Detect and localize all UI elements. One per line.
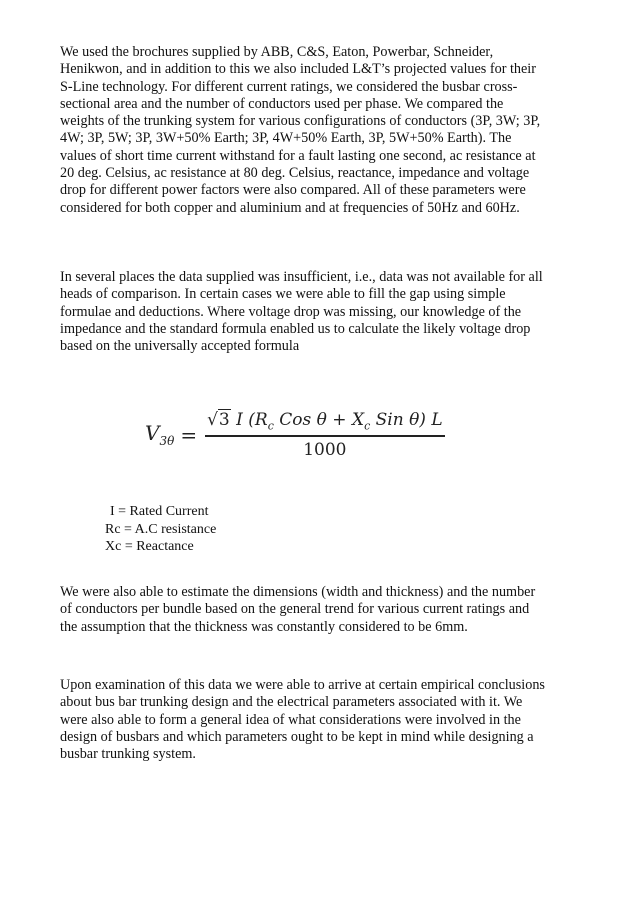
formula-denominator: 1000	[303, 439, 347, 460]
text-line: considered for both copper and aluminium and at frequencies of 50Hz and 60Hz.	[60, 199, 520, 216]
text-line: formulae and deductions. Where voltage drop was missing, our knowledge of the	[60, 303, 522, 320]
text-line: impedance and the standard formula enabled us to calculate the likely voltage drop	[60, 320, 531, 337]
text-line: drop for different power factors were also compared. All of these parameters were	[60, 182, 526, 199]
text-line: sectional area and the number of conductors used per phase. We compared the	[60, 95, 504, 112]
definition-ac-resistance: Rc = A.C resistance	[105, 521, 217, 537]
text-line: about bus bar trunking design and the electrical parameters associated with it. We	[60, 694, 523, 711]
text-line: were also able to form a general idea of what considerations were involved in the	[60, 711, 521, 728]
voltage-drop-formula	[145, 410, 445, 460]
text-line: the assumption that the thickness was constantly considered to be 6mm.	[60, 618, 468, 635]
text-line: Upon examination of this data we were able to arrive at certain empirical conclusions	[60, 677, 545, 693]
formula-lhs: $V_{3\theta}$	[145, 421, 175, 449]
text-line: values of short time current withstand for a fault lasting one second, ac resistance at	[60, 147, 536, 164]
paragraph-conclusions	[60, 677, 545, 763]
text-line: S-Line technology. For different current ratings, we considered the busbar cross-	[60, 78, 518, 95]
text-line: busbar trunking system.	[60, 746, 196, 763]
formula-definitions	[105, 503, 216, 556]
text-line: Henikwon, and in addition to this we also included L&T’s projected values for their	[60, 61, 536, 78]
text-line: In several places the data supplied was insufficient, i.e., data was not available for all	[60, 269, 543, 285]
formula-equals: =	[180, 422, 198, 447]
formula-fraction	[205, 410, 445, 460]
text-line: heads of comparison. In certain cases we were able to fill the gap using simple	[60, 286, 506, 303]
text-line: weights of the trunking system for various configurations of conductors (3P, 3W; 3P,	[60, 113, 541, 130]
paragraph-insufficient-data	[60, 269, 543, 355]
text-line: We were also able to estimate the dimensions (width and thickness) and the number	[60, 584, 536, 600]
text-line: based on the universally accepted formula	[60, 338, 300, 355]
formula-numerator: √3 I ($R_c$ Cos $\theta + X_c$ Sin θ) L	[207, 410, 443, 433]
text-line: of conductors per bundle based on the general trend for various current ratings and	[60, 601, 530, 618]
text-line: We used the brochures supplied by ABB, C&S, Eaton, Powerbar, Schneider,	[60, 44, 494, 60]
text-line: design of busbars and which parameters ought to be kept in mind while designing a	[60, 728, 534, 745]
definition-reactance: Xc = Reactance	[105, 539, 194, 554]
text-line: 4W; 3P, 5W; 3P, 3W+50% Earth; 3P, 4W+50% Earth, 3P, 5W+50% Earth). The	[60, 130, 512, 147]
text-line: 20 deg. Celsius, ac resistance at 80 deg. Celsius, reactance, impedance and voltage	[60, 165, 530, 182]
paragraph-dimensions	[60, 584, 535, 636]
definition-rated-current: I = Rated Current	[110, 504, 209, 519]
sqrt-icon: √3	[207, 410, 230, 430]
paragraph-brochures	[60, 44, 540, 217]
